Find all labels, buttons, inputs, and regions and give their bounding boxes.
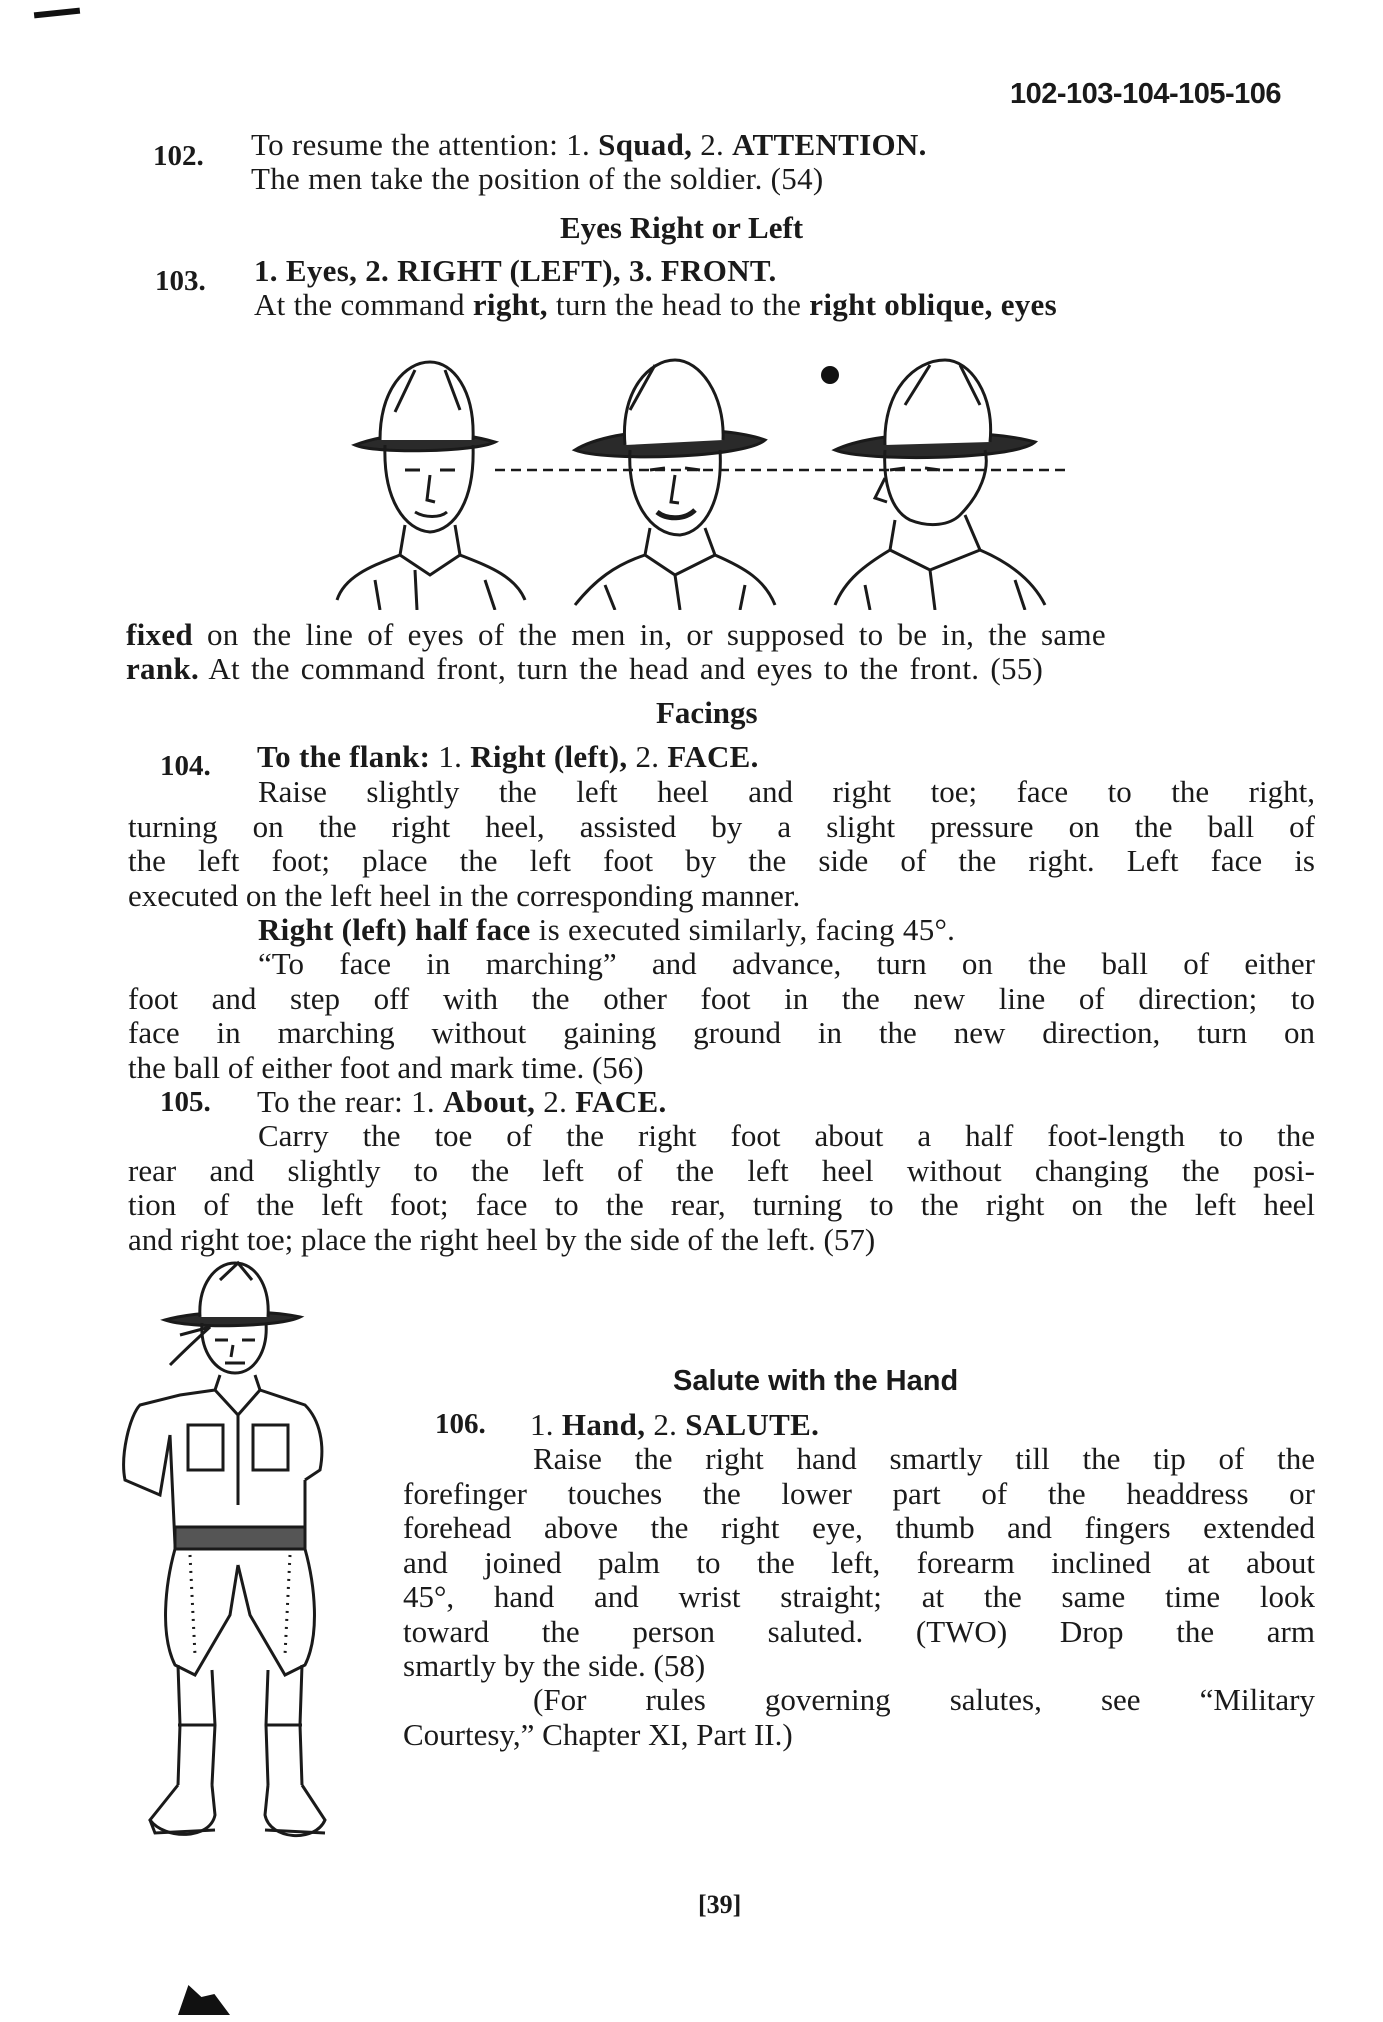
p106-p2-line2: Courtesy,” Chapter XI, Part II.) xyxy=(403,1716,793,1752)
p106-paragraph2 xyxy=(403,1683,1315,1752)
p104-text3: is executed similarly, facing 45°. xyxy=(530,912,956,947)
page-number: [39] xyxy=(698,1890,742,1919)
p104-command xyxy=(257,740,759,774)
p105-about: About, xyxy=(442,1084,536,1119)
p103-text2: turn the head to the xyxy=(547,287,810,322)
heading-facings: Facings xyxy=(656,695,758,730)
paragraph-number-104: 104. xyxy=(160,750,211,782)
p106-salute: SALUTE. xyxy=(685,1407,820,1442)
heading-eyes-right-left: Eyes Right or Left xyxy=(560,210,804,245)
p105-line3: tion of the left foot; face to the rear, turning to the right on the left heel xyxy=(128,1187,1315,1222)
p104-p1-line4: executed on the left heel in the corresponding manner. xyxy=(128,877,801,913)
soldier-head-front xyxy=(337,362,525,610)
paragraph-number-106: 106. xyxy=(435,1408,486,1440)
scan-mark-bottom-left xyxy=(178,1985,230,2015)
p106-line5: 45°, hand and wrist straight; at the same time look xyxy=(403,1579,1315,1614)
p104-p1-line3: the left foot; place the left foot by the side of the right. Left face is xyxy=(128,843,1315,878)
p104-p3-line2: foot and step off with the other foot in the new line of direction; to xyxy=(128,980,1315,1016)
p106-line1: Raise the right hand smartly till the tip of the xyxy=(533,1441,1315,1476)
p104-half-face: Right (left) half face xyxy=(258,912,531,947)
p102-squad: Squad, xyxy=(598,127,693,162)
p106-command xyxy=(530,1408,819,1442)
saluting-soldier-illustration xyxy=(120,1255,350,1855)
p105-paragraph xyxy=(128,1119,1315,1257)
p106-text: 1. xyxy=(530,1407,562,1442)
p103-text4: At the command front, turn the head and eyes to the front. (55) xyxy=(199,651,1044,686)
p104-paragraph2 xyxy=(258,913,955,947)
p105-face: FACE. xyxy=(575,1084,667,1119)
p106-paragraph xyxy=(403,1442,1315,1684)
p105-command xyxy=(257,1085,667,1119)
paragraph-number-102: 102. xyxy=(153,140,204,172)
p103-right: right, xyxy=(472,287,548,322)
p104-text: 1. xyxy=(430,739,471,774)
p103-rank: rank. xyxy=(126,651,199,686)
p103-cont-line1 xyxy=(126,618,1106,652)
p106-line2: forefinger touches the lower part of the headdress or xyxy=(403,1475,1315,1511)
paragraph-number-103: 103. xyxy=(155,265,206,297)
eyes-right-illustration xyxy=(335,350,1095,610)
p103-text3: on the line of eyes of the men in, or supposed to be in, the same xyxy=(192,617,1106,652)
p106-line3: forehead above the right eye, thumb and fingers extended xyxy=(403,1510,1315,1545)
p103-line2 xyxy=(254,288,1057,322)
p104-to-flank: To the flank: xyxy=(257,739,431,774)
p106-line7: smartly by the side. (58) xyxy=(403,1648,706,1683)
p102-attention: ATTENTION. xyxy=(732,127,927,162)
p104-p1-line2: turning on the right heel, assisted by a slight pressure on the ball of xyxy=(128,808,1315,844)
p106-hand: Hand, xyxy=(561,1407,646,1442)
p106-p2-line1: (For rules governing salutes, see “Military xyxy=(533,1682,1315,1717)
scan-mark-top-left xyxy=(34,8,80,19)
p104-p3-line3: face in marching without gaining ground in the new direction, turn on xyxy=(128,1015,1315,1050)
p103-text: At the command xyxy=(254,287,473,322)
p104-text2: 2. xyxy=(627,739,668,774)
p103-cont-line2 xyxy=(126,652,1043,686)
p105-text2: 2. xyxy=(535,1084,576,1119)
p102-text2: 2. xyxy=(692,127,733,162)
p106-line4: and joined palm to the left, forearm inclined at about xyxy=(403,1544,1315,1580)
section-range-header: 102-103-104-105-106 xyxy=(1010,78,1282,110)
p104-right-left: Right (left), xyxy=(470,739,628,774)
soldier-head-profile xyxy=(835,360,1045,610)
p104-paragraph1 xyxy=(128,775,1315,913)
heading-salute-with-hand: Salute with the Hand xyxy=(673,1365,959,1397)
p102-line2: The men take the position of the soldier. (54) xyxy=(251,161,824,196)
soldier-head-turned xyxy=(575,360,775,610)
p104-p3-line1: “To face in marching” and advance, turn on the ball of either xyxy=(258,946,1315,981)
p103-command: 1. Eyes, 2. RIGHT (LEFT), 3. FRONT. xyxy=(254,253,777,288)
p106-line6: toward the person saluted. (TWO) Drop the arm xyxy=(403,1613,1315,1649)
p105-text: To the rear: 1. xyxy=(257,1084,443,1119)
p105-line4: and right toe; place the right heel by the side of the left. (57) xyxy=(128,1221,876,1257)
p102-line1 xyxy=(251,128,927,162)
p102-text: To resume the attention: 1. xyxy=(251,127,599,162)
p106-text2: 2. xyxy=(645,1407,686,1442)
p104-p1-line1: Raise slightly the left heel and right toe; face to the right, xyxy=(258,774,1315,809)
p104-face: FACE. xyxy=(667,739,759,774)
p103-fixed: fixed xyxy=(126,617,193,652)
p103-right-oblique: right oblique, eyes xyxy=(809,287,1057,322)
paragraph-number-105: 105. xyxy=(160,1086,211,1118)
p104-paragraph3 xyxy=(128,947,1315,1085)
p105-line1: Carry the toe of the right foot about a half foot-length to the xyxy=(258,1118,1315,1153)
p105-line2: rear and slightly to the left of the left heel without changing the posi- xyxy=(128,1152,1315,1188)
p104-p3-line4: the ball of either foot and mark time. (56) xyxy=(128,1049,644,1085)
